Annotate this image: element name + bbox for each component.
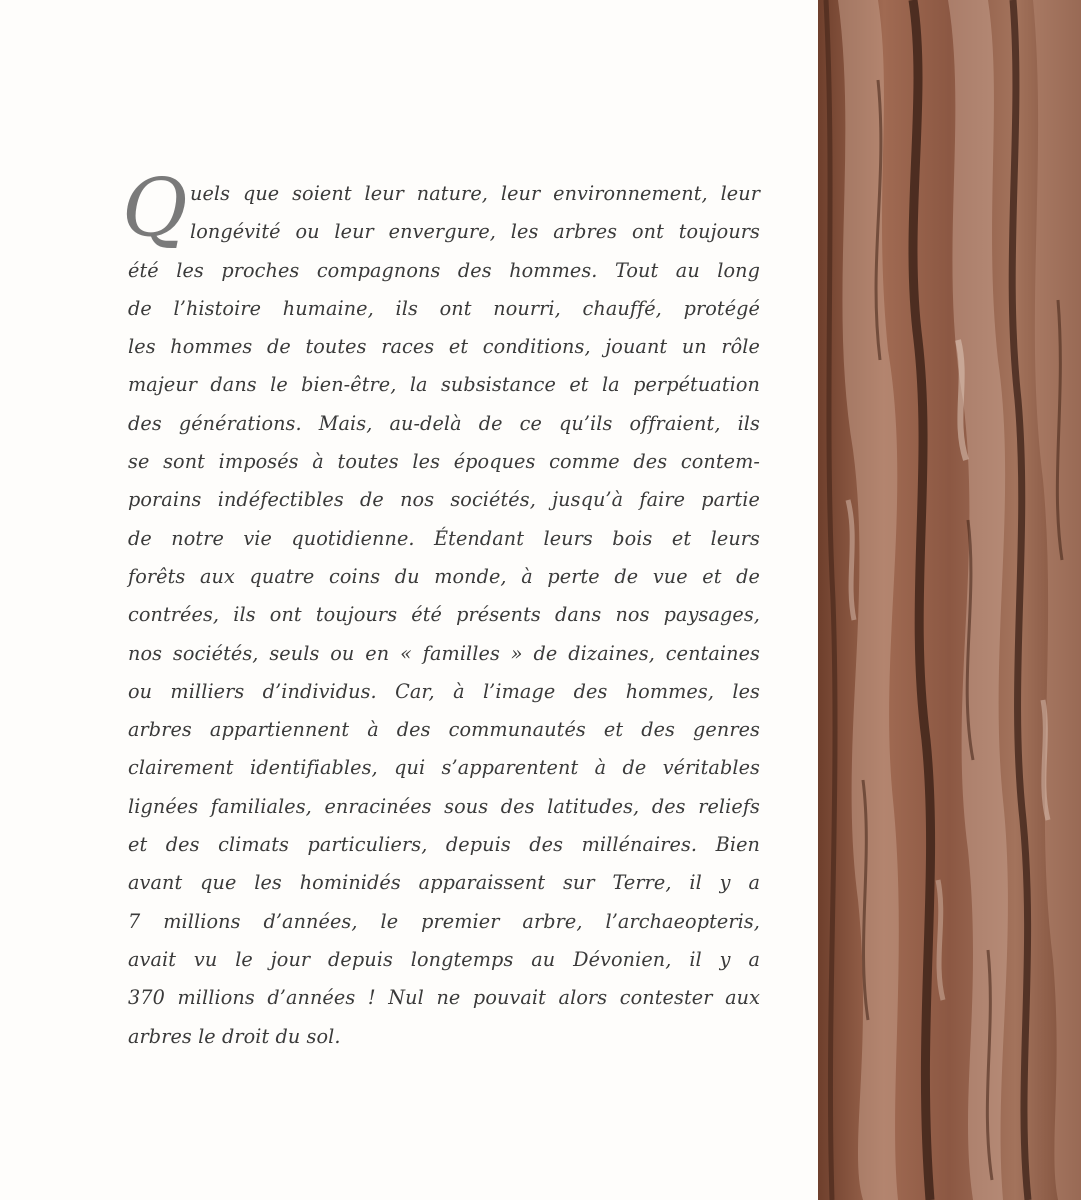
paragraph-line: porains indéfectibles de nos sociétés, jusqu’à faire partie [128,488,760,512]
paragraph-line: uels que soient leur nature, leur environnement, leur [190,182,760,205]
paragraph-line: forêts aux quatre coins du monde, à perte de vue et de [128,564,760,588]
paragraph-line: des générations. Mais, au-delà de ce qu’ils offraient, ils [128,411,760,435]
paragraph-line: été les proches compagnons des hommes. Tout au long [128,258,760,282]
paragraph-line: de l’histoire humaine, ils ont nourri, chauffé, protégé [128,296,760,320]
tree-bark-photo [818,0,1081,1200]
paragraph-line: nos sociétés, seuls ou en « familles » de dizaines, centaines [128,641,760,665]
paragraph-line: arbres le droit du sol. [128,1024,341,1048]
paragraph-line: lignées familiales, enracinées sous des latitudes, des reliefs [128,794,760,818]
paragraph-line: clairement identifiables, qui s’apparentent à de véritables [128,756,760,780]
paragraph-line: et des climats particuliers, depuis des millénaires. Bien [128,833,760,857]
paragraph-line: de notre vie quotidienne. Étendant leurs bois et leurs [128,526,760,550]
paragraph-line: longévité ou leur envergure, les arbres ont toujours [190,220,760,244]
paragraph-line: ou milliers d’individus. Car, à l’image des hommes, les [128,679,760,703]
paragraph-line: arbres appartiennent à des communautés et des genres [128,718,760,742]
paragraph-line: majeur dans le bien-être, la subsistance et la perpétuation [128,373,760,397]
paragraph-line: 370 millions d’années ! Nul ne pouvait alors contester aux [128,986,760,1010]
paragraph-line: contrées, ils ont toujours été présents dans nos paysages, [128,603,760,627]
paragraph-line: avant que les hominidés apparaissent sur Terre, il y a [128,871,760,895]
paragraph-line: se sont imposés à toutes les époques comme des contem- [128,450,760,474]
paragraph-line: 7 millions d’années, le premier arbre, l’archaeopteris, [128,909,760,933]
paragraph-line: avait vu le jour depuis longtemps au Dévonien, il y a [128,947,760,971]
article-paragraph [128,175,760,1056]
bark-texture-icon [818,0,1081,1200]
paragraph-line: les hommes de toutes races et conditions, jouant un rôle [128,335,760,359]
drop-cap: Q [122,161,188,254]
